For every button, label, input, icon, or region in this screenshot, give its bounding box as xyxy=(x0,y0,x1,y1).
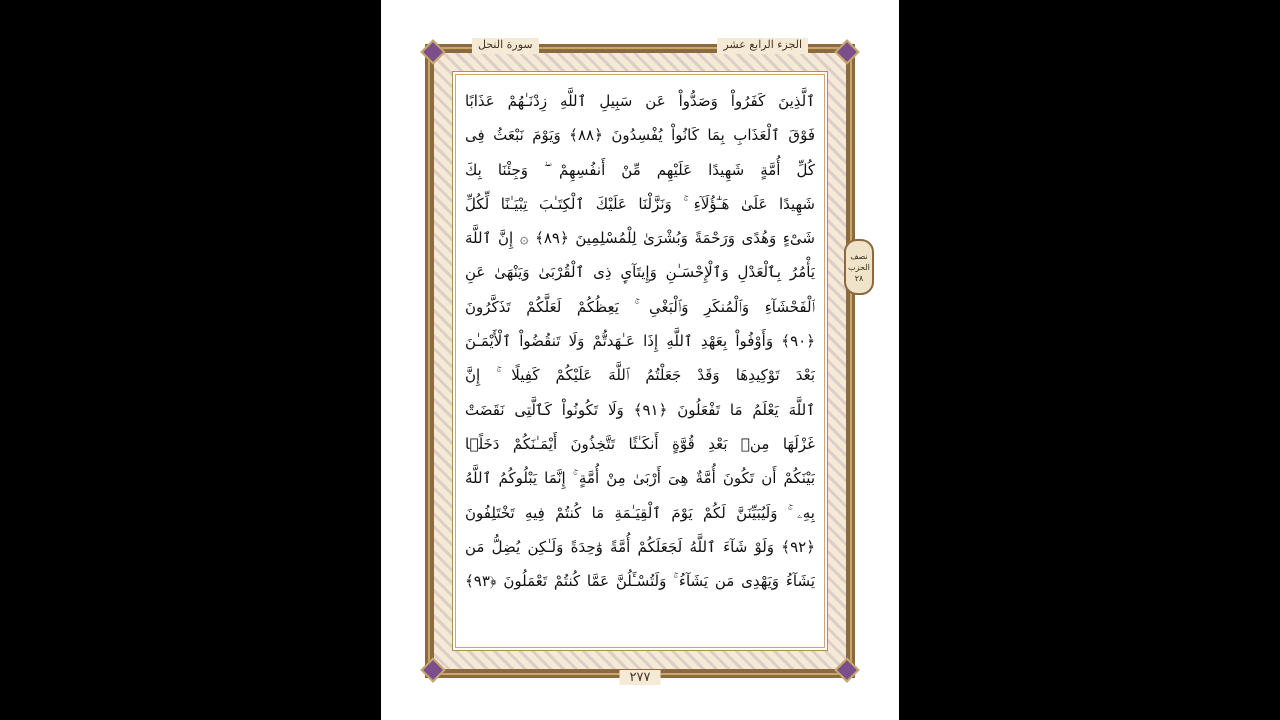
corner-ornament-icon xyxy=(834,657,859,682)
verse-line: يَأْمُرُ بِٱلْعَدْلِ وَٱلْإِحْسَـٰنِ وَإِيتَآىِٕ ذِى ٱلْقُرْبَىٰ وَيَنْهَىٰ عَنِ xyxy=(465,263,815,282)
verse-line: بِهِۦ ۚ وَلَيُبَيِّنَنَّ لَكُمْ يَوْمَ ٱلْقِيَـٰمَةِ مَا كُنتُمْ فِيهِ تَخْتَلِفُونَ xyxy=(465,503,815,522)
page-number: ٢٧٧ xyxy=(620,670,661,685)
verse-line: بَيْنَكُمْ أَن تَكُونَ أُمَّةٌ هِىَ أَرْبَىٰ مِنْ أُمَّةٍ ۚ إِنَّمَا يَبْلُوكُمُ ٱللَّهُ xyxy=(465,469,815,488)
page-header xyxy=(434,38,846,54)
verse-lines xyxy=(465,84,815,632)
corner-ornament-icon xyxy=(420,657,445,682)
verse-line: شَىْءٍ وَهُدًى وَرَحْمَةً وَبُشْرَىٰ لِلْمُسْلِمِينَ ﴿٨٩﴾ ۞ إِنَّ ٱللَّهَ xyxy=(465,229,815,248)
verse-line: ٱلْفَحْشَآءِ وَٱلْمُنكَرِ وَٱلْبَغْىِ ۚ يَعِظُكُمْ لَعَلَّكُمْ تَذَكَّرُونَ xyxy=(465,297,815,316)
surah-label: سورة النحل xyxy=(472,38,539,54)
hizb-marker-line1: نصف xyxy=(850,251,868,261)
verse-line: ٱلَّذِينَ كَفَرُواْ وَصَدُّواْ عَن سَبِيلِ ٱللَّهِ زِدْنَـٰهُمْ عَذَابًا xyxy=(465,92,815,110)
juz-label: الجزء الرابع عشر xyxy=(717,38,808,54)
mushaf-page xyxy=(381,0,899,720)
verse-line: ﴿٩٠﴾ وَأَوْفُواْ بِعَهْدِ ٱللَّهِ إِذَا عَـٰهَدتُّمْ وَلَا تَنقُضُواْ ٱلْأَيْمَـٰنَ xyxy=(465,332,815,351)
verse-line: يَشَآءُ وَيَهْدِى مَن يَشَآءُ ۚ وَلَتُسْـَٔلُنَّ عَمَّا كُنتُمْ تَعْمَلُونَ ﴿٩٣﴾ xyxy=(465,572,815,591)
verse-line: بَعْدَ تَوْكِيدِهَا وَقَدْ جَعَلْتُمُ ٱللَّهَ عَلَيْكُمْ كَفِيلًا ۚ إِنَّ xyxy=(465,366,815,385)
ornamental-frame xyxy=(425,38,870,685)
hizb-marker xyxy=(844,239,874,295)
verse-line: فَوْقَ ٱلْعَذَابِ بِمَا كَانُواْ يُفْسِدُونَ ﴿٨٨﴾ وَيَوْمَ نَبْعَثُ فِى xyxy=(465,126,815,145)
verse-line: غَزْلَهَا مِنۢ بَعْدِ قُوَّةٍ أَنكَـٰثًا تَتَّخِذُونَ أَيْمَـٰنَكُمْ دَخَلًۢا xyxy=(465,434,815,453)
hizb-marker-line2: الحزب xyxy=(848,262,870,272)
verse-line: ٱللَّهَ يَعْلَمُ مَا تَفْعَلُونَ ﴿٩١﴾ وَلَا تَكُونُواْ كَٱلَّتِى نَقَضَتْ xyxy=(465,400,815,419)
hizb-marker-line3: ٢٨ xyxy=(854,273,864,283)
verse-line: شَهِيدًا عَلَىٰ هَـٰٓؤُلَآءِ ۚ وَنَزَّلْنَا عَلَيْكَ ٱلْكِتَـٰبَ تِبْيَـٰنًا لِّكُلِّ xyxy=(465,194,815,213)
verse-line: كُلِّ أُمَّةٍ شَهِيدًا عَلَيْهِم مِّنْ أَنفُسِهِمْ ۖ وَجِئْنَا بِكَ xyxy=(465,160,815,179)
text-area xyxy=(452,71,828,651)
verse-line: ﴿٩٢﴾ وَلَوْ شَآءَ ٱللَّهُ لَجَعَلَكُمْ أُمَّةً وَٰحِدَةً وَلَـٰكِن يُضِلُّ مَن xyxy=(465,537,815,556)
